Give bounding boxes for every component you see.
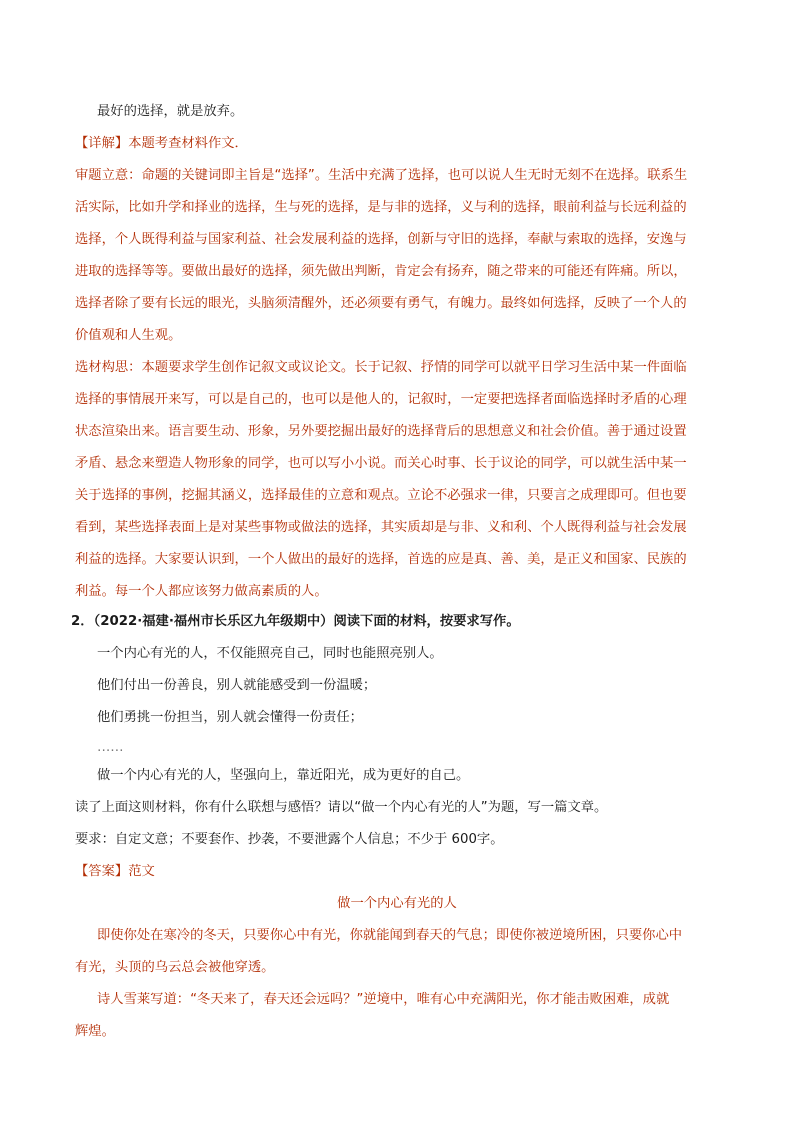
essay-line: 即使你处在寒冷的冬天，只要你心中有光，你就能闻到春天的气息；即使你被逆境所困，只要你心中 xyxy=(97,928,683,943)
essay-line: 诗人雪莱写道：“冬天来了，春天还会远吗？”逆境中，唯有心中充满阳光，你才能击败困难，成就 xyxy=(97,992,670,1007)
analysis-line: 选择，个人既得利益与国家利益、社会发展利益的选择，创新与守旧的选择，奉献与索取的选择，安逸与 xyxy=(75,232,687,247)
material-line: 他们付出一份善良，别人就能感受到一份温暖； xyxy=(97,678,377,693)
essay-title: 做一个内心有光的人 xyxy=(337,896,457,911)
analysis-line: 矛盾、悬念来塑造人物形象的同学，也可以写小小说。而关心时事、长于议论的同学，可以就生活中某一 xyxy=(75,456,687,471)
detail-text: 本题考查材料作文． xyxy=(128,136,248,151)
essay-line: 辉煌。 xyxy=(75,1024,115,1039)
detail-heading xyxy=(75,134,248,154)
writing-prompt: 读了上面这则材料，你有什么联想与感悟？请以“做一个内心有光的人”为题，写一篇文章。 xyxy=(75,800,608,815)
material-line: 他们勇挑一份担当，别人就会懂得一份责任； xyxy=(97,710,363,725)
question-header: 2．（2022·福建·福州市长乐区九年级期中）阅读下面的材料，按要求写作。 xyxy=(71,614,520,629)
analysis-line: 选材构思：本题要求学生创作记叙文或议论文。长于记叙、抒情的同学可以就平日学习生活中某一件面临 xyxy=(75,360,687,375)
answer-text: 范文 xyxy=(128,864,155,879)
material-line: 做一个内心有光的人，坚强向上，靠近阳光，成为更好的自己。 xyxy=(97,768,470,783)
analysis-line: 状态渲染出来。语言要生动、形象，另外要挖掘出最好的选择背后的思想意义和社会价值。善于通过设置 xyxy=(75,424,687,439)
analysis-line: 审题立意：命题的关键词即主旨是“选择”。生活中充满了选择，也可以说人生无时无刻不在选择。联系生 xyxy=(75,168,688,183)
analysis-line: 选择者除了要有长远的眼光，头脑须清醒外，还必须要有勇气，有魄力。最终如何选择，反映了一个人的 xyxy=(75,296,687,311)
analysis-line: 选择的事情展开来写，可以是自己的，也可以是他人的，记叙时，一定要把选择者面临选择时矛盾的心理 xyxy=(75,392,687,407)
detail-label: 【详解】 xyxy=(75,136,129,151)
analysis-line: 利益的选择。大家要认识到，一个人做出的最好的选择，首选的应是真、善、美，是正义和国家、民族的 xyxy=(75,552,687,567)
analysis-line: 价值观和人生观。 xyxy=(75,328,182,343)
writing-requirements: 要求：自定文意；不要套作、抄袭，不要泄露个人信息；不少于 600字。 xyxy=(75,832,504,847)
analysis-line: 利益。每一个人都应该努力做高素质的人。 xyxy=(75,584,328,599)
answer-heading xyxy=(75,862,155,882)
essay-line: 有光，头顶的乌云总会被他穿透。 xyxy=(75,960,275,975)
closing-line: 最好的选择，就是放弃。 xyxy=(97,104,244,119)
analysis-line: 活实际，比如升学和择业的选择，生与死的选择，是与非的选择，义与利的选择，眼前利益与长远利益的 xyxy=(75,200,687,215)
analysis-line: 看到，某些选择表面上是对某些事物或做法的选择，其实质却是与非、义和利、个人既得利益与社会发展 xyxy=(75,520,687,535)
analysis-line: 进取的选择等等。要做出最好的选择，须先做出判断，肯定会有扬弃，随之带来的可能还有阵痛。所以， xyxy=(75,264,687,279)
answer-label: 【答案】 xyxy=(75,864,129,879)
material-ellipsis: …… xyxy=(97,740,124,755)
material-line: 一个内心有光的人，不仅能照亮自己，同时也能照亮别人。 xyxy=(97,646,443,661)
analysis-line: 关于选择的事例，挖掘其涵义，选择最佳的立意和观点。立论不必强求一律，只要言之成理即可。但也要 xyxy=(75,488,687,503)
